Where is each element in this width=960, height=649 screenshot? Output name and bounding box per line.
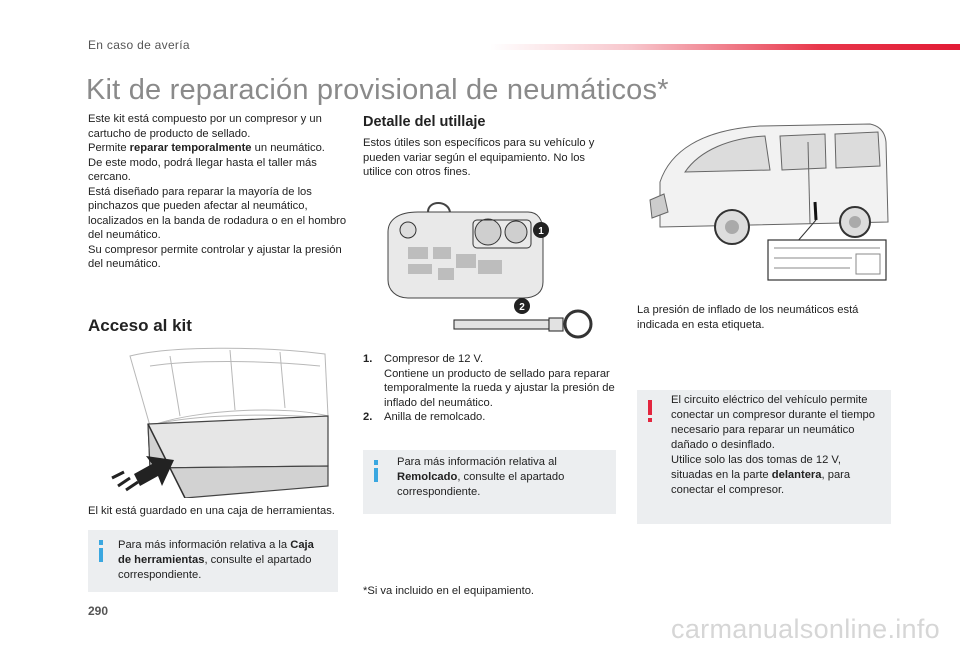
detalle-heading: Detalle del utillaje <box>363 114 486 130</box>
list-item-number: 2. <box>363 411 373 423</box>
van-illustration <box>640 112 890 292</box>
section-label: En caso de avería <box>88 38 190 52</box>
compressor-dial <box>475 219 501 245</box>
detalle-text: Estos útiles son específicos para su vehículo y pueden variar según el equipamiento. No los utilice con otros fines. <box>363 137 595 178</box>
pressure-text: La presión de inflado de los neumáticos está indicada en esta etiqueta. <box>637 304 859 331</box>
list-item: 1. Compresor de 12 V. Contiene un producto de sellado para reparar temporalmente la rueda y ajustar la presión de inflado del neumático. <box>363 353 615 409</box>
callout-2-label: 2 <box>519 302 525 313</box>
intro-p3: De este modo, podrá llegar hasta el taller más cercano. <box>88 156 317 183</box>
acceso-caption: El kit está guardado en una caja de herramientas. <box>88 505 335 517</box>
seat-toolbox-illustration <box>110 346 330 498</box>
header-accent-bar <box>490 44 960 50</box>
intro-p4: Está diseñado para reparar la mayoría de los pinchazos que pueden afectar al neumático, localizados en la banda de rodadura o en el hombro del neumático. <box>88 185 347 241</box>
intro-p2: Permite reparar temporalmente un neumático. <box>88 142 325 154</box>
intro-p5: Su compresor permite controlar y ajustar la presión del neumático. <box>88 243 342 270</box>
footnote: *Si va incluido en el equipamiento. <box>363 585 535 597</box>
warning-icon <box>647 400 653 422</box>
info-icon <box>98 540 104 562</box>
watermark: carmanualsonline.info <box>671 614 940 644</box>
detalle-list <box>363 352 619 425</box>
intro-p1: Este kit está compuesto por un compresor y un cartucho de producto de sellado. <box>88 113 322 140</box>
repair-kit-illustration <box>378 202 608 342</box>
info-icon <box>373 460 379 482</box>
info-box-remolcado <box>363 450 616 514</box>
page-title: Kit de reparación provisional de neumáticos* <box>86 74 669 106</box>
page-number: 290 <box>88 604 109 618</box>
info-box-caja <box>88 530 338 592</box>
info-text-caja: Para más información relativa a la Caja de herramientas, consulte el apartado correspondiente. <box>118 539 314 581</box>
intro-text <box>88 112 350 272</box>
warning-box-compresor <box>637 390 891 524</box>
info-text-remolcado: Para más información relativa al Remolcado, consulte el apartado correspondiente. <box>397 456 565 498</box>
acceso-heading: Acceso al kit <box>88 316 192 335</box>
warning-text: El circuito eléctrico del vehículo permite conectar un compresor durante el tiempo necesario para reparar un neumático dañado o desinflado. Utilice solo las dos tomas de 12 V, situadas en la parte delantera, para conectar el compresor. <box>671 394 875 496</box>
list-item: 2. Anilla de remolcado. <box>363 411 486 423</box>
list-item-number: 1. <box>363 353 373 365</box>
callout-1-label: 1 <box>538 226 544 237</box>
